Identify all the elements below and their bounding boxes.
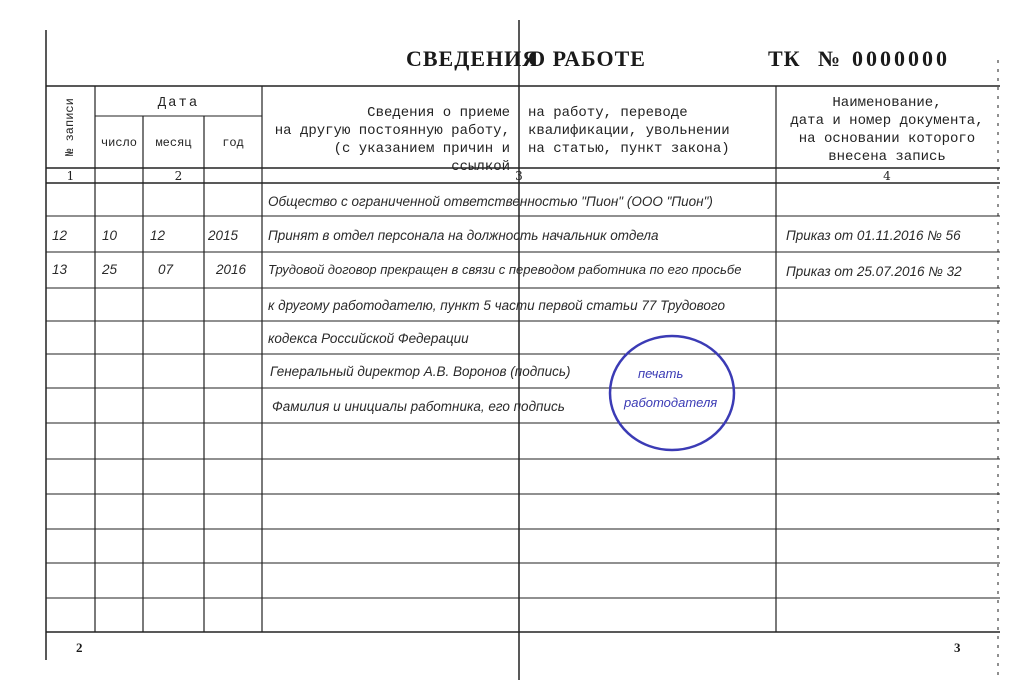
row-3-no: 13 — [52, 262, 68, 277]
date-header: Дата — [157, 95, 200, 111]
row-2-info: Принят в отдел персонала на должность начальник отдела — [268, 228, 659, 243]
row-5-info: кодекса Российской Федерации — [268, 331, 469, 346]
title-right: О РАБОТЕ — [528, 46, 646, 71]
basis-header-line: на основании которого — [798, 131, 976, 147]
basis-header-line: Наименование, — [832, 95, 942, 111]
row-2-year: 2015 — [208, 228, 239, 243]
col-number-4: 4 — [883, 169, 891, 183]
info-header-right — [528, 104, 768, 158]
info-header-left-line: на другую постоянную работу, — [274, 123, 510, 139]
col-number-3: 3 — [515, 169, 523, 183]
info-header-right-line: на статью, пункт закона) — [528, 141, 730, 157]
title-left: СВЕДЕНИЯ — [406, 46, 540, 71]
info-header-right-line: квалификации, увольнении — [528, 123, 730, 139]
row-3-info: Трудовой договор прекращен в связи с переводом работника по его просьбе — [268, 262, 742, 277]
info-header-right-line: на работу, переводе — [528, 105, 688, 121]
col-number-1: 1 — [66, 169, 75, 183]
row-3-year: 2016 — [216, 262, 247, 277]
col-number-2: 2 — [174, 169, 183, 183]
employer-stamp-circle — [605, 332, 739, 454]
row-1-info: Общество с ограниченной ответственностью "Пион" (ООО "Пион") — [268, 194, 713, 209]
row-2-day: 10 — [102, 228, 118, 243]
record-no-header: № записи — [63, 98, 77, 156]
page-number-right: 3 — [954, 640, 961, 655]
info-header-left-line: (с указанием причин и ссылкой — [333, 141, 510, 175]
basis-header-line: внесена запись — [828, 149, 946, 165]
doc-prefix: ТК — [768, 46, 801, 71]
info-header-left-line: Сведения о приеме — [367, 105, 510, 121]
row-3-day: 25 — [102, 262, 118, 277]
row-2-no: 12 — [52, 228, 68, 243]
doc-number: 0000000 — [852, 46, 950, 71]
row-3-month: 07 — [158, 262, 174, 277]
page-number-left: 2 — [76, 640, 83, 655]
info-header-left — [270, 104, 510, 176]
basis-header — [776, 94, 998, 166]
stamp-line-1: печать — [638, 366, 684, 381]
basis-header-line: дата и номер документа, — [790, 113, 984, 129]
day-header: число — [100, 136, 137, 150]
doc-number-sign: № — [818, 46, 842, 71]
row-2-month: 12 — [150, 228, 166, 243]
row-6-info: Генеральный директор А.В. Воронов (подпись) — [270, 364, 571, 379]
row-2-basis: Приказ от 01.11.2016 № 56 — [786, 228, 961, 243]
year-header: год — [222, 136, 244, 150]
row-4-info: к другому работодателю, пункт 5 части первой статьи 77 Трудового — [268, 298, 725, 313]
stamp-line-2: работодателя — [624, 395, 718, 410]
row-7-info: Фамилия и инициалы работника, его подпись — [272, 399, 565, 414]
row-3-basis: Приказ от 25.07.2016 № 32 — [786, 264, 962, 279]
month-header: месяц — [155, 136, 192, 150]
